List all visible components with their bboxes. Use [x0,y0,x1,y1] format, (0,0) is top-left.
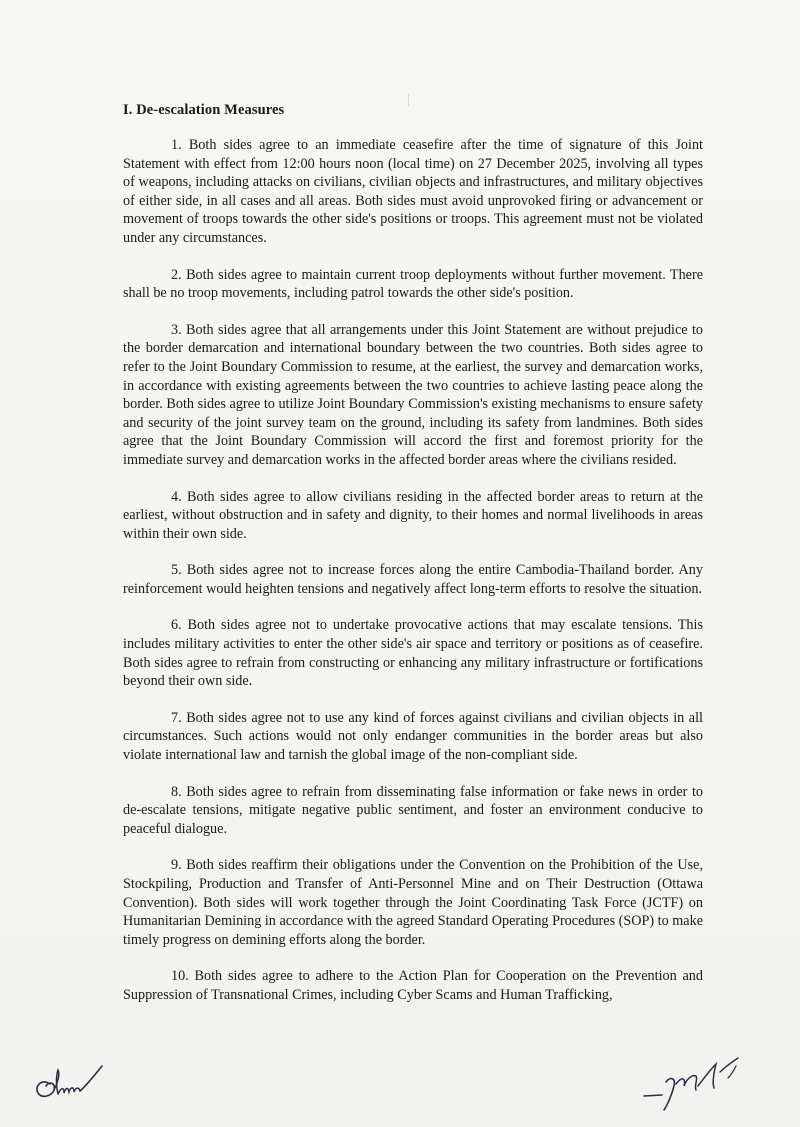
signature-left [28,1060,108,1104]
paragraph-1: 1. Both sides agree to an immediate ceasefire after the time of signature of this Joint Statement with effect from 12:00 hours noon (local time) on 27 December 2025, involving all types of weapons, including attacks on civilians, civilian objects and infrastructures, and military objectives of either side, in all cases and all areas. Both sides must avoid unprovoked firing or advancement or movement of troops towards the other side's positions or troops. This agreement must not be violated under any circumstances. [123,137,703,246]
paragraph-list [123,136,703,1023]
paragraph-6: 6. Both sides agree not to undertake provocative actions that may escalate tensions. This includes military activities to enter the other side's air space and territory or positions as of ceasefire. Both sides agree to refrain from constructing or enhancing any military infrastructure or fortifications beyond their own side. [123,617,703,690]
paragraph-8: 8. Both sides agree to refrain from disseminating false information or fake news in order to de-escalate tensions, mitigate negative public sentiment, and foster an environment conducive to peaceful dialogue. [123,783,703,837]
scan-artifact [408,94,409,106]
paragraph-7: 7. Both sides agree not to use any kind of forces against civilians and civilian objects in all circumstances. Such actions would not only endanger communities in the border areas but also violate international law and tarnish the global image of the non-compliant side. [123,709,703,764]
signature-right [636,1052,766,1114]
paragraph-4: 4. Both sides agree to allow civilians residing in the affected border areas to return at the earliest, without obstruction and in safety and dignity, to their homes and normal livelihoods in areas within their own side. [123,488,703,542]
paragraph-5: 5. Both sides agree not to increase forces along the entire Cambodia-Thailand border. Any reinforcement would heighten tensions and negatively affect long-term efforts to resolve the situation. [123,562,703,597]
paragraph-9: 9. Both sides reaffirm their obligations under the Convention on the Prohibition of the Use, Stockpiling, Production and Transfer of Anti-Personnel Mine and on Their Destruction (Ottawa Convention). Both sides will work together through the Joint Coordinating Task Force (JCTF) on Humanitarian Demining in accordance with the agreed Standard Operating Procedures (SOP) to make timely progress on demining efforts along the border. [123,857,703,948]
paragraph-10: 10. Both sides agree to adhere to the Action Plan for Cooperation on the Prevention and Suppression of Transnational Crimes, including Cyber Scams and Human Trafficking, [123,968,703,1003]
section-heading: I. De-escalation Measures [123,102,285,118]
paragraph-2: 2. Both sides agree to maintain current troop deployments without further movement. There shall be no troop movements, including patrol towards the other side's position. [123,266,703,302]
paragraph-3: 3. Both sides agree that all arrangements under this Joint Statement are without prejudice to the border demarcation and international boundary between the two countries. Both sides agree to refer to the Joint Boundary Commission to resume, at the earliest, the survey and demarcation works, in accordance with existing agreements between the two countries to achieve lasting peace along the border. Both sides agree to utilize Joint Boundary Commission's existing mechanisms to ensure safety and security of the joint survey team on the ground, including its safety from landmines. Both sides agree that the Joint Boundary Commission will accord the first and foremost priority for the immediate survey and demarcation works in the affected border areas where the civilians resided. [123,321,703,468]
